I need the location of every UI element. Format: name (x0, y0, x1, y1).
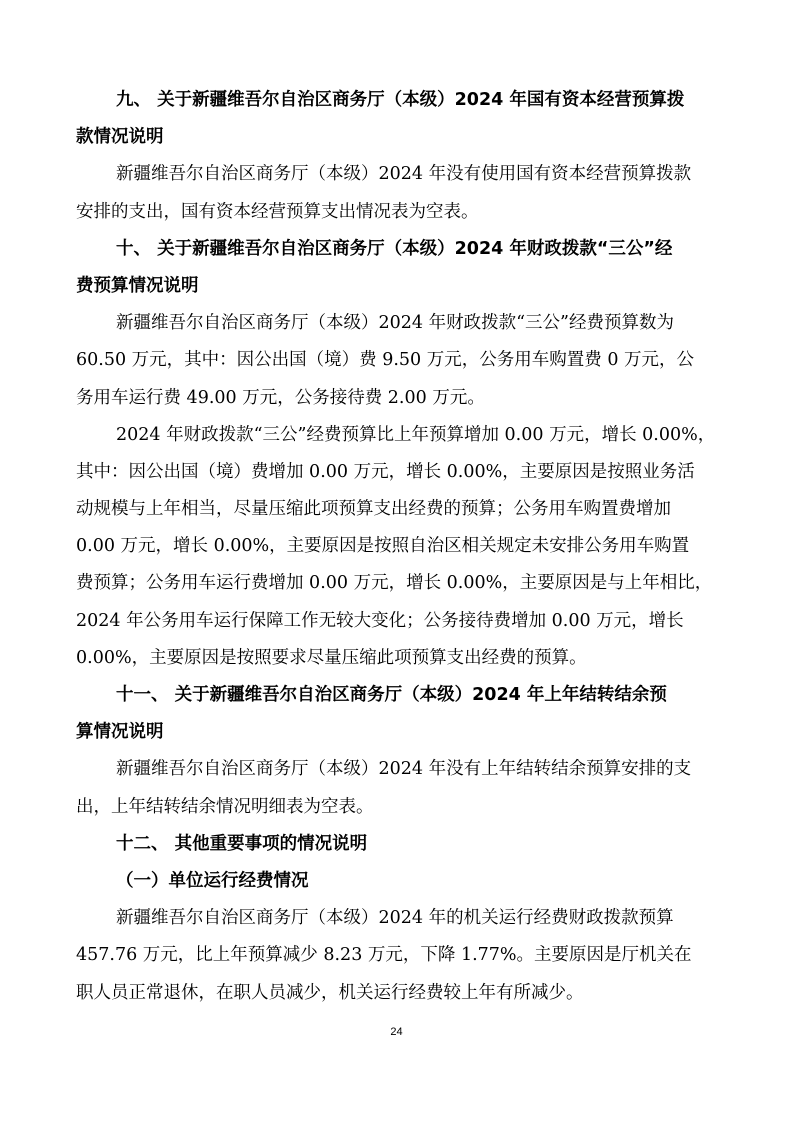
paragraph-line: 0.00 万元，增长 0.00%，主要原因是按照自治区相关规定未安排公务用车购置 (76, 536, 690, 557)
subsection-1-heading: （一）单位运行经费情况 (116, 870, 309, 891)
document-body (76, 82, 719, 1012)
paragraph-line: 2024 年财政拨款“三公”经费预算比上年预算增加 0.00 万元，增长 0.00%， (116, 424, 716, 445)
paragraph-line: 出，上年结转结余情况明细表为空表。 (76, 796, 374, 817)
paragraph-line: 费预算；公务用车运行费增加 0.00 万元，增长 0.00%，主要原因是与上年相比， (76, 573, 713, 594)
paragraph-line: 新疆维吾尔自治区商务厅（本级）2024 年没有使用国有资本经营预算拨款 (116, 164, 692, 185)
paragraph-line: 新疆维吾尔自治区商务厅（本级）2024 年的机关运行经费财政拨款预算 (116, 908, 674, 929)
paragraph-line: 动规模与上年相当，尽量压缩此项预算支出经费的预算；公务用车购置费增加 (76, 499, 671, 520)
section-10-heading-cont: 费预算情况说明 (76, 275, 199, 296)
page-number: 24 (390, 1026, 403, 1038)
section-9-heading-cont: 款情况说明 (76, 127, 164, 148)
paragraph-line: 职人员正常退休，在职人员减少，机关运行经费较上年有所减少。 (76, 982, 584, 1003)
paragraph-line: 60.50 万元，其中：因公出国（境）费 9.50 万元，公务用车购置费 0 万元，公 (76, 350, 695, 371)
paragraph-line: 新疆维吾尔自治区商务厅（本级）2024 年没有上年结转结余预算安排的支 (116, 759, 692, 780)
section-12-heading: 十二、 其他重要事项的情况说明 (116, 833, 368, 854)
paragraph-line: 务用车运行费 49.00 万元，公务接待费 2.00 万元。 (76, 387, 485, 408)
paragraph-line: 安排的支出，国有资本经营预算支出情况表为空表。 (76, 201, 479, 222)
section-11-heading-cont: 算情况说明 (76, 722, 164, 743)
section-9-heading: 九、 关于新疆维吾尔自治区商务厅（本级）2024 年国有资本经营预算拨 (116, 90, 685, 110)
paragraph-line: 其中：因公出国（境）费增加 0.00 万元，增长 0.00%，主要原因是按照业务活 (76, 461, 695, 482)
section-10-heading: 十、 关于新疆维吾尔自治区商务厅（本级）2024 年财政拨款“三公”经 (116, 238, 673, 259)
section-11-heading: 十一、 关于新疆维吾尔自治区商务厅（本级）2024 年上年结转结余预 (116, 685, 667, 705)
paragraph-line: 新疆维吾尔自治区商务厅（本级）2024 年财政拨款“三公”经费预算数为 (116, 313, 674, 334)
paragraph-line: 457.76 万元，比上年预算减少 8.23 万元，下降 1.77%。主要原因是厅机关在 (76, 945, 692, 966)
paragraph-line: 2024 年公务用车运行保障工作无较大变化；公务接待费增加 0.00 万元，增长 (76, 610, 684, 631)
paragraph-line: 0.00%，主要原因是按照要求尽量压缩此项预算支出经费的预算。 (76, 647, 587, 668)
